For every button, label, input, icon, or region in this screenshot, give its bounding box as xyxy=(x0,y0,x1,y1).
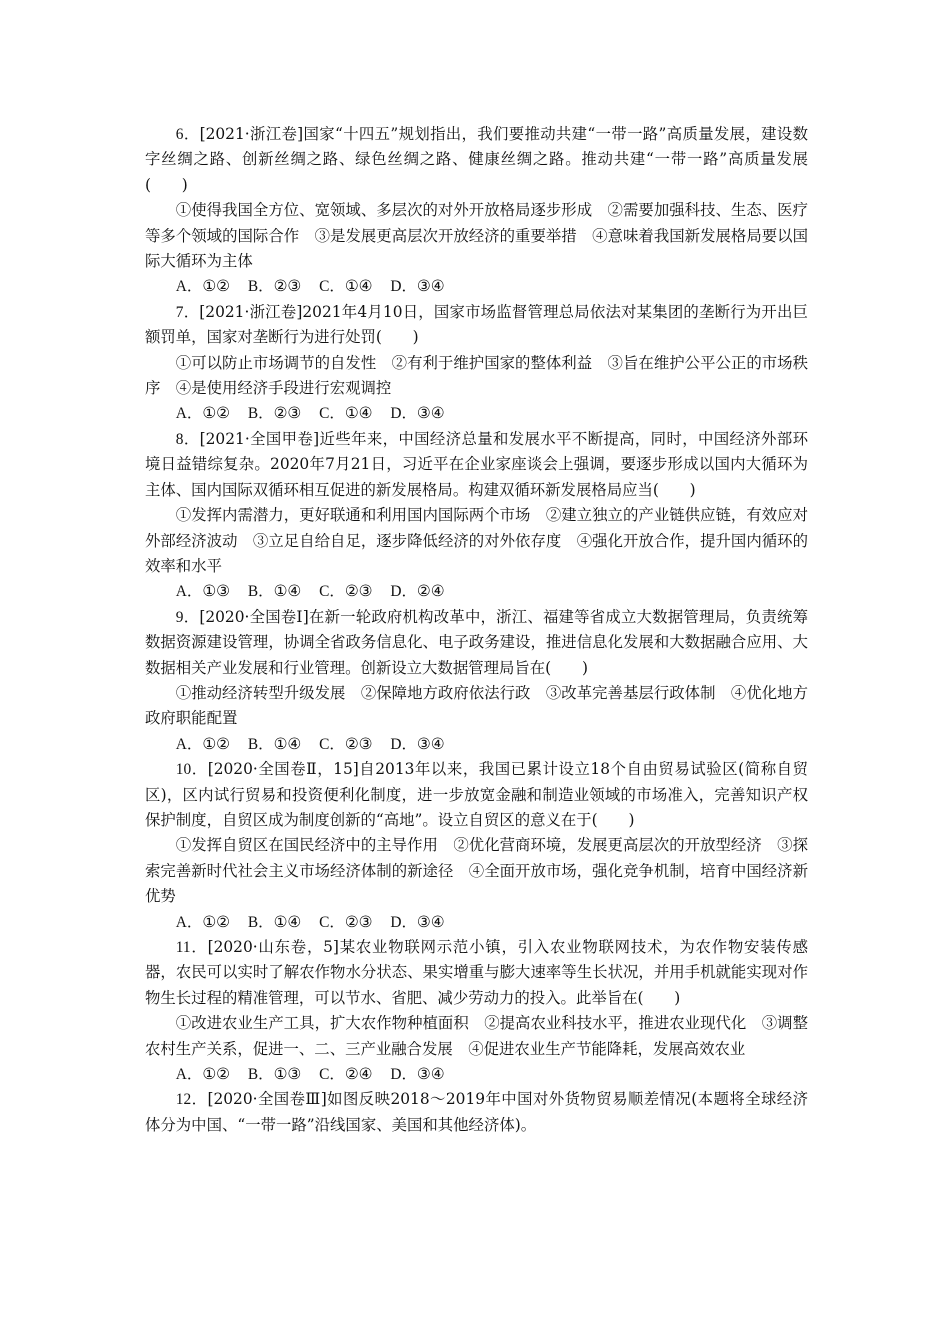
question-options: ①使得我国全方位、宽领域、多层次的对外开放格局逐步形成 ②需要加强科技、生态、医疗等多个领域的国际合作 ③是发展更高层次开放经济的重要举措 ④意味着我国新发展格局要以国际大循环为主体 xyxy=(145,201,808,271)
choice-a[interactable]: A．①② xyxy=(175,277,230,296)
question-options: ①发挥内需潜力，更好联通和利用国内国际两个市场 ②建立独立的产业链供应链，有效应对外部经济波动 ③立足自给自足，逐步降低经济的对外依存度 ④强化开放合作，提升国内循环的效率和水平 xyxy=(145,506,808,575)
choice-b[interactable]: B．①④ xyxy=(247,582,302,601)
choice-a[interactable]: A．①③ xyxy=(175,582,230,601)
question-stem xyxy=(145,1087,808,1138)
exam-page xyxy=(145,122,808,1138)
question-source: [2020·山东卷，5] xyxy=(207,938,339,956)
question-7 xyxy=(145,300,808,427)
question-source: [2020·全国卷Ⅱ，15] xyxy=(207,760,359,779)
question-6 xyxy=(145,122,808,300)
question-number: 9． xyxy=(175,608,200,626)
question-text: 国家“十四五”规划指出，我们要推动共建“一带一路”高质量发展，建设数字丝绸之路、创新丝绸之路、绿色丝绸之路、健康丝绸之路。推动共建“一带一路”高质量发展( ) xyxy=(145,125,808,194)
choice-c[interactable]: C．①④ xyxy=(319,404,373,423)
choice-d[interactable]: D．③④ xyxy=(390,734,445,753)
question-9 xyxy=(145,605,808,757)
choice-d[interactable]: D．③④ xyxy=(390,912,445,931)
choice-c[interactable]: C．②④ xyxy=(319,1065,373,1084)
choice-c[interactable]: C．②③ xyxy=(319,912,373,931)
question-stem xyxy=(145,935,808,1011)
choice-c[interactable]: C．②③ xyxy=(319,734,373,753)
question-source: [2021·浙江卷] xyxy=(199,125,304,143)
question-options: ①发挥自贸区在国民经济中的主导作用 ②优化营商环境，发展更高层次的开放型经济 ③探索完善新时代社会主义市场经济体制的新途径 ④全面开放市场，强化竞争机制，培育中国经济新优势 xyxy=(145,836,808,906)
choice-b[interactable]: B．①④ xyxy=(247,912,302,931)
choice-b[interactable]: B．①④ xyxy=(247,734,302,753)
question-12 xyxy=(145,1087,808,1138)
answer-choices xyxy=(145,910,808,935)
answer-choices xyxy=(145,732,808,757)
question-text: 在新一轮政府机构改革中，浙江、福建等省成立大数据管理局，负责统筹数据资源建设管理，协调全省政务信息化、电子政务建设，推进信息化发展和大数据融合应用、大数据相关产业发展和行业管理。创新设立大数据管理局旨在( ) xyxy=(145,607,808,677)
choice-d[interactable]: D．②④ xyxy=(390,582,445,601)
question-source: [2021·浙江卷] xyxy=(199,302,303,321)
question-11 xyxy=(145,935,808,1087)
question-source: [2021·全国甲卷] xyxy=(199,429,320,448)
answer-choices xyxy=(145,579,808,604)
question-text: 近些年来，中国经济总量和发展水平不断提高，同时，中国经济外部环境日益错综复杂。2020年7月21日，习近平在企业家座谈会上强调，要逐步形成以国内大循环为主体、国内国际双循环相互促进的新发展格局。构建双循环新发展格局应当( ) xyxy=(145,429,808,499)
question-options: ①可以防止市场调节的自发性 ②有利于维护国家的整体利益 ③旨在维护公平公正的市场秩序 ④是使用经济手段进行宏观调控 xyxy=(145,353,808,398)
answer-choices xyxy=(145,401,808,426)
choice-d[interactable]: D．③④ xyxy=(390,1065,445,1084)
question-source: [2020·全国卷Ⅲ] xyxy=(207,1090,327,1109)
question-source: [2020·全国卷Ⅰ] xyxy=(199,607,309,626)
choice-a[interactable]: A．①② xyxy=(175,404,230,423)
question-8 xyxy=(145,427,808,605)
question-stem xyxy=(145,122,808,198)
answer-choices xyxy=(145,1062,808,1087)
question-number: 7． xyxy=(175,303,200,321)
question-text: 自2013年以来，我国已累计设立18个自由贸易试验区(简称自贸区)，区内试行贸易和投资便利化制度，进一步放宽金融和制造业领域的市场准入，完善知识产权保护制度，自贸区成为制度创新的“高地”。设立自贸区的意义在于( ) xyxy=(145,760,808,829)
question-number: 6． xyxy=(175,126,200,143)
question-stem xyxy=(145,427,808,503)
choice-d[interactable]: D．③④ xyxy=(390,404,445,423)
choice-c[interactable]: C．①④ xyxy=(319,277,373,296)
question-text: 如图反映2018～2019年中国对外货物贸易顺差情况(本题将全球经济体分为中国、“一带一路”沿线国家、美国和其他经济体)。 xyxy=(145,1090,808,1134)
choice-a[interactable]: A．①② xyxy=(175,734,230,753)
question-options: ①改进农业生产工具，扩大农作物种植面积 ②提高农业科技水平，推进农业现代化 ③调整农村生产关系，促进一、二、三产业融合发展 ④促进农业生产节能降耗，发展高效农业 xyxy=(145,1014,808,1058)
answer-choices xyxy=(145,274,808,299)
question-number: 11． xyxy=(175,939,208,956)
question-options: ①推动经济转型升级发展 ②保障地方政府依法行政 ③改革完善基层行政体制 ④优化地方政府职能配置 xyxy=(145,683,808,728)
choice-d[interactable]: D．③④ xyxy=(390,277,445,296)
question-number: 12． xyxy=(175,1091,208,1109)
choice-a[interactable]: A．①② xyxy=(175,1065,230,1084)
choice-b[interactable]: B．①③ xyxy=(247,1065,302,1084)
question-stem xyxy=(145,757,808,833)
choice-a[interactable]: A．①② xyxy=(175,912,230,931)
question-number: 10． xyxy=(175,761,208,779)
choice-b[interactable]: B．②③ xyxy=(247,404,302,423)
choice-b[interactable]: B．②③ xyxy=(247,277,302,296)
question-text: 某农业物联网示范小镇，引入农业物联网技术，为农作物安装传感器，农民可以实时了解农作物水分状态、果实增重与膨大速率等生长状况，并用手机就能实现对作物生长过程的精准管理，可以节水、省肥、减少劳动力的投入。此举旨在( ) xyxy=(145,938,808,1007)
question-number: 8． xyxy=(175,430,200,448)
question-stem xyxy=(145,605,808,681)
question-text: 2021年4月10日，国家市场监督管理总局依法对某集团的垄断行为开出巨额罚单，国家对垄断行为进行处罚( ) xyxy=(145,302,808,347)
choice-c[interactable]: C．②③ xyxy=(319,582,373,601)
question-10 xyxy=(145,757,808,935)
question-stem xyxy=(145,300,808,351)
